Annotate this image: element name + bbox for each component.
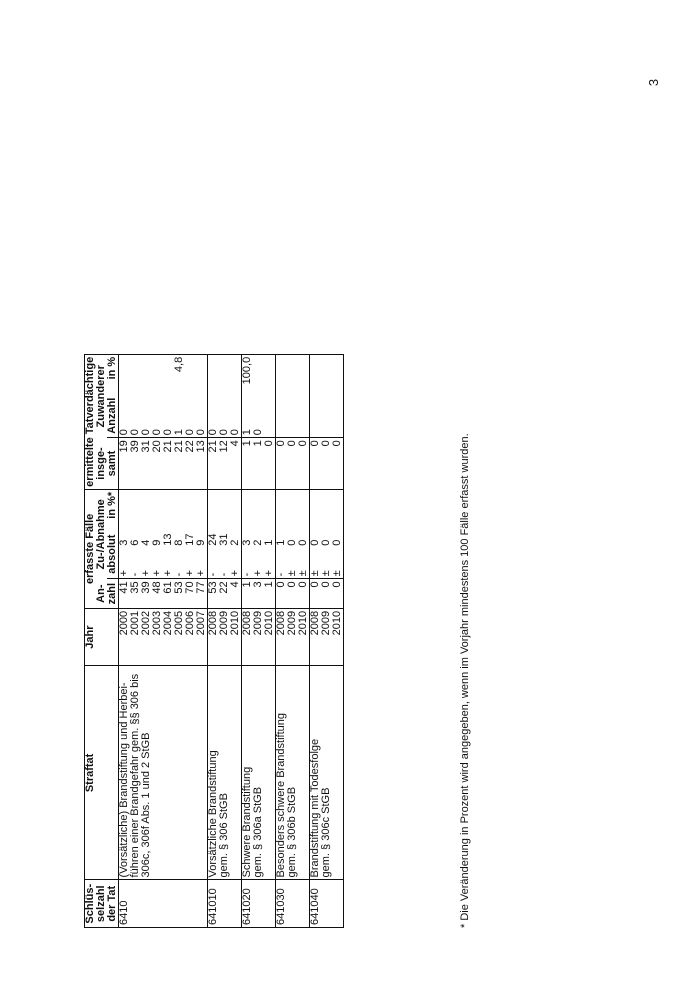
change-percent-cell bbox=[332, 489, 344, 530]
change-percent-cell bbox=[298, 489, 310, 530]
change-absolute-cell: 9 bbox=[196, 530, 208, 548]
change-absolute-cell: 2 bbox=[230, 530, 242, 548]
change-percent-cell bbox=[141, 489, 152, 530]
offense-description-line: Schwere Brandstiftung bbox=[241, 766, 253, 878]
rotated-document bbox=[84, 228, 484, 928]
change-absolute-cell: 0 bbox=[320, 539, 332, 546]
immigrant-percent-cell: 100,0 bbox=[242, 354, 254, 394]
suspects-total-cell: 0 bbox=[321, 438, 332, 490]
year-cell: 2008 bbox=[310, 608, 322, 665]
change-sign-cell: - bbox=[242, 548, 254, 579]
offense-description-line: Besonders schwere Brandstiftung bbox=[275, 712, 287, 878]
year-cell: 2010 bbox=[230, 608, 242, 665]
change-absolute-cell: 4 bbox=[140, 539, 152, 546]
count-cell: 0 bbox=[310, 579, 322, 608]
change-sign-cell: - bbox=[208, 548, 220, 579]
count-cell: 0 bbox=[276, 579, 288, 608]
immigrant-percent-cell bbox=[332, 354, 344, 394]
year-cell: 2001 bbox=[130, 608, 141, 665]
table-body bbox=[119, 228, 344, 928]
change-percent-cell bbox=[208, 489, 220, 530]
count-cell: 41 bbox=[119, 579, 131, 608]
suspects-total-cell: 20 bbox=[152, 438, 163, 490]
immigrant-percent-cell bbox=[119, 354, 131, 394]
suspects-total-cell: 0 bbox=[332, 438, 344, 490]
change-absolute-cell: 17 bbox=[184, 533, 196, 546]
offense-key: 641040 bbox=[310, 880, 344, 928]
immigrant-count-cell: 0 bbox=[119, 394, 131, 438]
immigrant-percent-cell bbox=[130, 354, 141, 394]
year-cell: 2009 bbox=[287, 608, 298, 665]
offense-description-line: Vorsätzliche Brandstiftung bbox=[207, 750, 219, 878]
immigrant-percent-cell bbox=[152, 354, 163, 394]
immigrant-percent-cell bbox=[185, 354, 196, 394]
table-row bbox=[276, 228, 288, 928]
header-imm-count: Anzahl bbox=[107, 394, 119, 438]
count-cell: 1 bbox=[242, 579, 254, 608]
change-absolute-cell: 8 bbox=[173, 539, 185, 546]
statistics-table bbox=[84, 228, 344, 928]
immigrant-count-cell: 0 bbox=[141, 394, 152, 438]
count-cell: 53 bbox=[174, 579, 185, 608]
immigrant-count-cell: 0 bbox=[208, 394, 220, 438]
change-absolute-cell: 24 bbox=[208, 530, 220, 548]
change-percent-cell bbox=[310, 489, 322, 530]
offense-description bbox=[310, 666, 344, 880]
suspects-total-cell: 13 bbox=[196, 438, 208, 490]
immigrant-count-cell bbox=[310, 394, 322, 438]
change-percent-cell bbox=[119, 489, 131, 530]
change-percent-cell bbox=[174, 489, 185, 530]
change-sign-cell: + bbox=[163, 548, 174, 579]
change-sign-cell: + bbox=[185, 548, 196, 579]
count-cell: 0 bbox=[332, 579, 344, 608]
change-absolute-cell: 9 bbox=[151, 539, 163, 546]
change-percent-cell bbox=[219, 489, 230, 530]
header-absolute: absolut bbox=[107, 530, 119, 579]
immigrant-count-cell bbox=[332, 394, 344, 438]
count-cell: 35 bbox=[130, 579, 141, 608]
suspects-total-cell: 0 bbox=[287, 438, 298, 490]
change-percent-cell bbox=[152, 489, 163, 530]
page-number: 3 bbox=[646, 78, 662, 87]
year-cell: 2008 bbox=[276, 608, 288, 665]
count-cell: 48 bbox=[152, 579, 163, 608]
header-crime: Straftat bbox=[85, 666, 119, 880]
immigrant-count-cell bbox=[276, 394, 288, 438]
suspects-total-cell: 0 bbox=[298, 438, 310, 490]
suspects-total-cell: 21 bbox=[163, 438, 174, 490]
change-absolute-cell: 1 bbox=[264, 530, 276, 548]
immigrant-count-cell: 0 bbox=[130, 394, 141, 438]
header-key: Schlüs- selzahl der Tat bbox=[85, 880, 119, 928]
change-percent-cell bbox=[276, 489, 288, 530]
count-cell: 3 bbox=[253, 579, 264, 608]
offense-description-line: führen einer Brandgefahr gem. §§ 306 bis bbox=[129, 673, 141, 878]
suspects-total-cell: 19 bbox=[119, 438, 131, 490]
change-percent-cell bbox=[196, 489, 208, 530]
immigrant-percent-cell bbox=[196, 354, 208, 394]
change-absolute-cell: 6 bbox=[129, 539, 141, 546]
immigrant-percent-cell bbox=[321, 354, 332, 394]
change-sign-cell: ± bbox=[310, 548, 322, 579]
immigrant-percent-cell bbox=[208, 354, 220, 394]
suspects-total-cell: 21 bbox=[208, 438, 220, 490]
suspects-total-cell: 0 bbox=[264, 438, 276, 490]
change-absolute-cell: 0 bbox=[310, 530, 322, 548]
offense-description-line: gem. § 306 StGB bbox=[218, 793, 230, 878]
header-immigrants: Zuwanderer bbox=[96, 354, 107, 437]
suspects-total-cell: 12 bbox=[219, 438, 230, 490]
suspects-total-cell: 1 bbox=[253, 438, 264, 490]
change-sign-cell: ± bbox=[321, 548, 332, 579]
offense-key: 641010 bbox=[208, 880, 242, 928]
change-absolute-cell: 3 bbox=[242, 530, 254, 548]
change-absolute-cell: 3 bbox=[119, 530, 131, 548]
immigrant-percent-cell bbox=[141, 354, 152, 394]
immigrant-count-cell bbox=[298, 394, 310, 438]
header-change: Zu-/Abnahme bbox=[96, 489, 107, 579]
header-year: Jahr bbox=[85, 608, 119, 665]
immigrant-count-cell: 0 bbox=[219, 394, 230, 438]
year-cell: 2007 bbox=[196, 608, 208, 665]
year-cell: 2009 bbox=[253, 608, 264, 665]
immigrant-percent-cell bbox=[253, 354, 264, 394]
offense-description bbox=[242, 666, 276, 880]
suspects-total-cell: 4 bbox=[230, 438, 242, 490]
change-percent-cell bbox=[287, 489, 298, 530]
year-cell: 2010 bbox=[298, 608, 310, 665]
immigrant-percent-cell bbox=[264, 354, 276, 394]
immigrant-percent-cell bbox=[230, 354, 242, 394]
change-percent-cell bbox=[130, 489, 141, 530]
year-cell: 2009 bbox=[219, 608, 230, 665]
table-row bbox=[208, 228, 220, 928]
change-sign-cell: + bbox=[253, 548, 264, 579]
immigrant-count-cell: 1 bbox=[174, 394, 185, 438]
immigrant-count-cell bbox=[321, 394, 332, 438]
count-cell: 4 bbox=[230, 579, 242, 608]
immigrant-percent-cell bbox=[310, 354, 322, 394]
change-absolute-cell: 0 bbox=[286, 539, 298, 546]
change-sign-cell: + bbox=[196, 548, 208, 579]
immigrant-percent-cell bbox=[298, 354, 310, 394]
change-sign-cell: - bbox=[174, 548, 185, 579]
offense-description-line: gem. § 306c StGB bbox=[320, 787, 332, 878]
suspects-total-cell: 0 bbox=[276, 438, 288, 490]
immigrant-count-cell bbox=[287, 394, 298, 438]
change-percent-cell bbox=[253, 489, 264, 530]
offense-description bbox=[119, 666, 208, 880]
change-sign-cell: - bbox=[276, 548, 288, 579]
change-percent-cell bbox=[163, 489, 174, 530]
header-count: An- zahl bbox=[96, 579, 119, 608]
count-cell: 22 bbox=[219, 579, 230, 608]
table-row bbox=[119, 228, 131, 928]
year-cell: 2002 bbox=[141, 608, 152, 665]
immigrant-count-cell: 0 bbox=[253, 394, 264, 438]
suspects-total-cell: 22 bbox=[185, 438, 196, 490]
count-cell: 39 bbox=[141, 579, 152, 608]
change-sign-cell: + bbox=[230, 548, 242, 579]
count-cell: 1 bbox=[264, 579, 276, 608]
year-cell: 2010 bbox=[332, 608, 344, 665]
immigrant-percent-cell bbox=[276, 354, 288, 394]
year-cell: 2010 bbox=[264, 608, 276, 665]
immigrant-count-cell bbox=[264, 394, 276, 438]
change-absolute-cell: 1 bbox=[276, 530, 288, 548]
count-cell: 0 bbox=[287, 579, 298, 608]
footnote: * Die Veränderung in Prozent wird angegeben, wenn im Vorjahr mindestens 100 Fälle erfasst wurden. bbox=[459, 433, 471, 928]
change-absolute-cell: 0 bbox=[298, 530, 310, 548]
immigrant-count-cell: 0 bbox=[152, 394, 163, 438]
offense-key: 6410 bbox=[119, 880, 208, 928]
count-cell: 0 bbox=[298, 579, 310, 608]
year-cell: 2009 bbox=[321, 608, 332, 665]
immigrant-percent-cell bbox=[219, 354, 230, 394]
offense-description bbox=[208, 666, 242, 880]
year-cell: 2006 bbox=[185, 608, 196, 665]
offense-description-line: 306c, 306f Abs. 1 und 2 StGB bbox=[140, 732, 152, 878]
header-total: insge- samt bbox=[96, 438, 119, 490]
suspects-total-cell: 39 bbox=[130, 438, 141, 490]
immigrant-count-cell: 0 bbox=[163, 394, 174, 438]
table-row bbox=[310, 228, 322, 928]
change-sign-cell: ± bbox=[287, 548, 298, 579]
offense-description-line: gem. § 306b StGB bbox=[286, 786, 298, 878]
immigrant-percent-cell bbox=[287, 354, 298, 394]
year-cell: 2008 bbox=[208, 608, 220, 665]
table-header bbox=[85, 228, 119, 928]
immigrant-count-cell: 0 bbox=[230, 394, 242, 438]
header-imm-percent: in % bbox=[107, 354, 119, 394]
change-sign-cell: - bbox=[219, 548, 230, 579]
change-sign-cell: ± bbox=[332, 548, 344, 579]
change-percent-cell bbox=[230, 489, 242, 530]
offense-key: 641030 bbox=[276, 880, 310, 928]
table-row bbox=[242, 228, 254, 928]
change-sign-cell: + bbox=[152, 548, 163, 579]
change-sign-cell: + bbox=[119, 548, 131, 579]
year-cell: 2004 bbox=[163, 608, 174, 665]
change-sign-cell: + bbox=[264, 548, 276, 579]
change-sign-cell: ± bbox=[298, 548, 310, 579]
suspects-total-cell: 31 bbox=[141, 438, 152, 490]
count-cell: 77 bbox=[196, 579, 208, 608]
suspects-total-cell: 21 bbox=[174, 438, 185, 490]
header-suspects: ermittelte Tatverdächtige bbox=[85, 354, 97, 489]
change-absolute-cell: 0 bbox=[332, 530, 344, 548]
year-cell: 2003 bbox=[152, 608, 163, 665]
year-cell: 2008 bbox=[242, 608, 254, 665]
immigrant-count-cell: 1 bbox=[242, 394, 254, 438]
change-absolute-cell: 13 bbox=[162, 533, 174, 546]
suspects-total-cell: 0 bbox=[310, 438, 322, 490]
header-percent: in %* bbox=[107, 489, 119, 530]
count-cell: 0 bbox=[321, 579, 332, 608]
change-absolute-cell: 31 bbox=[218, 533, 230, 546]
count-cell: 61 bbox=[163, 579, 174, 608]
count-cell: 70 bbox=[185, 579, 196, 608]
change-sign-cell: + bbox=[141, 548, 152, 579]
immigrant-percent-cell: 4,8 bbox=[174, 354, 185, 394]
offense-description bbox=[276, 666, 310, 880]
change-absolute-cell: 2 bbox=[252, 539, 264, 546]
change-sign-cell: - bbox=[130, 548, 141, 579]
offense-description-line: Brandstiftung mit Todesfolge bbox=[309, 738, 321, 878]
change-percent-cell bbox=[264, 489, 276, 530]
change-percent-cell bbox=[242, 489, 254, 530]
change-percent-cell bbox=[321, 489, 332, 530]
count-cell: 53 bbox=[208, 579, 220, 608]
immigrant-count-cell: 0 bbox=[185, 394, 196, 438]
year-cell: 2000 bbox=[119, 608, 131, 665]
suspects-total-cell: 1 bbox=[242, 438, 254, 490]
year-cell: 2005 bbox=[174, 608, 185, 665]
header-cases: erfasste Fälle bbox=[85, 489, 97, 608]
change-percent-cell bbox=[185, 489, 196, 530]
offense-key: 641020 bbox=[242, 880, 276, 928]
offense-description-line: gem. § 306a StGB bbox=[252, 786, 264, 878]
offense-description-line: (Vorsätzliche) Brandstiftung und Herbei- bbox=[118, 682, 130, 878]
immigrant-count-cell: 0 bbox=[196, 394, 208, 438]
